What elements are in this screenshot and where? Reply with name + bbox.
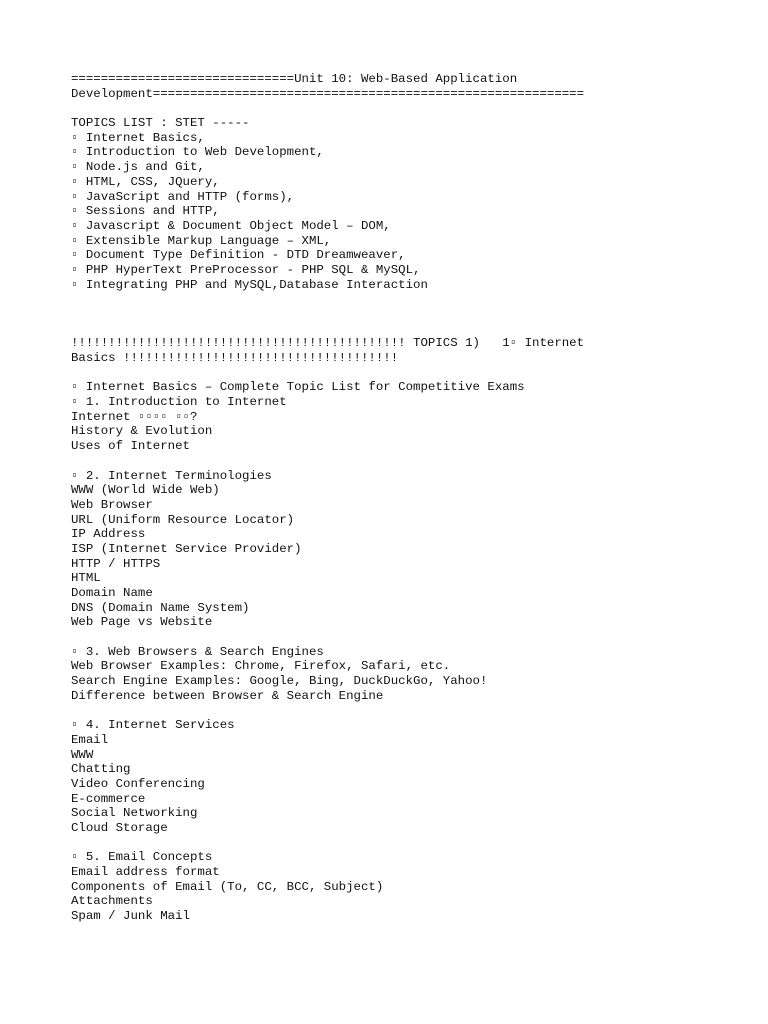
section-item: Uses of Internet (71, 439, 190, 454)
topics-list-item: ▫ Introduction to Web Development, (71, 145, 324, 160)
section-item: Web Browser Examples: Chrome, Firefox, Safari, etc. (71, 659, 451, 674)
section-item: DNS (Domain Name System) (71, 600, 250, 615)
spacer (71, 101, 761, 116)
topics-list-item: ▫ HTML, CSS, JQuery, (71, 174, 220, 189)
section-item: Search Engine Examples: Google, Bing, DuckDuckGo, Yahoo! (71, 674, 488, 689)
spacer (71, 292, 761, 336)
section-item: Web Page vs Website (71, 615, 213, 630)
spacer (71, 454, 761, 469)
topics-list-item: ▫ Extensible Markup Language – XML, (71, 233, 332, 248)
section-item: History & Evolution (71, 424, 213, 439)
unit-header-line-2: Development========================================================== (71, 86, 585, 101)
section-title: ▫ 5. Email Concepts (71, 850, 213, 865)
section-item: Attachments (71, 894, 153, 909)
topics-list-item: ▫ Node.js and Git, (71, 160, 205, 175)
section-item: URL (Uniform Resource Locator) (71, 512, 295, 527)
topics-list-item: ▫ PHP HyperText PreProcessor - PHP SQL & MySQL, (71, 262, 421, 277)
section-item: Email (71, 732, 109, 747)
topics-list-item: ▫ Javascript & Document Object Model – DOM, (71, 218, 391, 233)
topics-list-item: ▫ JavaScript and HTTP (forms), (71, 189, 295, 204)
section-item: Internet ▫▫▫▫ ▫▫? (71, 409, 198, 424)
section-item: Chatting (71, 762, 131, 777)
section-item: Web Browser (71, 497, 153, 512)
section-item: Social Networking (71, 806, 198, 821)
section-item: WWW (71, 747, 94, 762)
topics-list-item: ▫ Sessions and HTTP, (71, 204, 220, 219)
section-item: WWW (World Wide Web) (71, 483, 220, 498)
section-item: ISP (Internet Service Provider) (71, 541, 302, 556)
section-title: ▫ 2. Internet Terminologies (71, 468, 272, 483)
intro-line: ▫ Internet Basics – Complete Topic List for Competitive Exams (71, 380, 525, 395)
spacer (71, 630, 761, 645)
unit-header-line-1: ==============================Unit 10: Web-Based Application (71, 72, 518, 86)
section-item: IP Address (71, 527, 146, 542)
section-item: E-commerce (71, 791, 146, 806)
section-item: Components of Email (To, CC, BCC, Subject) (71, 879, 384, 894)
document-page (71, 72, 761, 924)
section-item: Domain Name (71, 586, 153, 600)
section-item: HTML (71, 571, 101, 586)
section-item: Difference between Browser & Search Engine (71, 688, 384, 703)
section-title: ▫ 1. Introduction to Internet (71, 395, 287, 410)
section-item: Video Conferencing (71, 776, 205, 791)
spacer (71, 366, 761, 381)
section-item: Cloud Storage (71, 821, 168, 835)
topics-list-heading: TOPICS LIST : STET ----- (71, 116, 250, 131)
section-title: ▫ 4. Internet Services (71, 718, 235, 733)
spacer (71, 836, 761, 851)
spacer (71, 704, 761, 719)
topic-banner-line-2: Basics !!!!!!!!!!!!!!!!!!!!!!!!!!!!!!!!!!!!! (71, 351, 399, 365)
topics-list-item: ▫ Internet Basics, (71, 130, 205, 145)
topic-banner-line-1: !!!!!!!!!!!!!!!!!!!!!!!!!!!!!!!!!!!!!!!!!!!!! TOPICS 1) 1▫ Internet (71, 336, 585, 351)
section-item: Spam / Junk Mail (71, 909, 190, 924)
topics-list-item: ▫ Integrating PHP and MySQL,Database Interaction (71, 277, 428, 292)
section-item: HTTP / HTTPS (71, 556, 161, 571)
topics-list-item: ▫ Document Type Definition - DTD Dreamweaver, (71, 248, 406, 263)
section-title: ▫ 3. Web Browsers & Search Engines (71, 644, 324, 659)
section-item: Email address format (71, 865, 220, 880)
